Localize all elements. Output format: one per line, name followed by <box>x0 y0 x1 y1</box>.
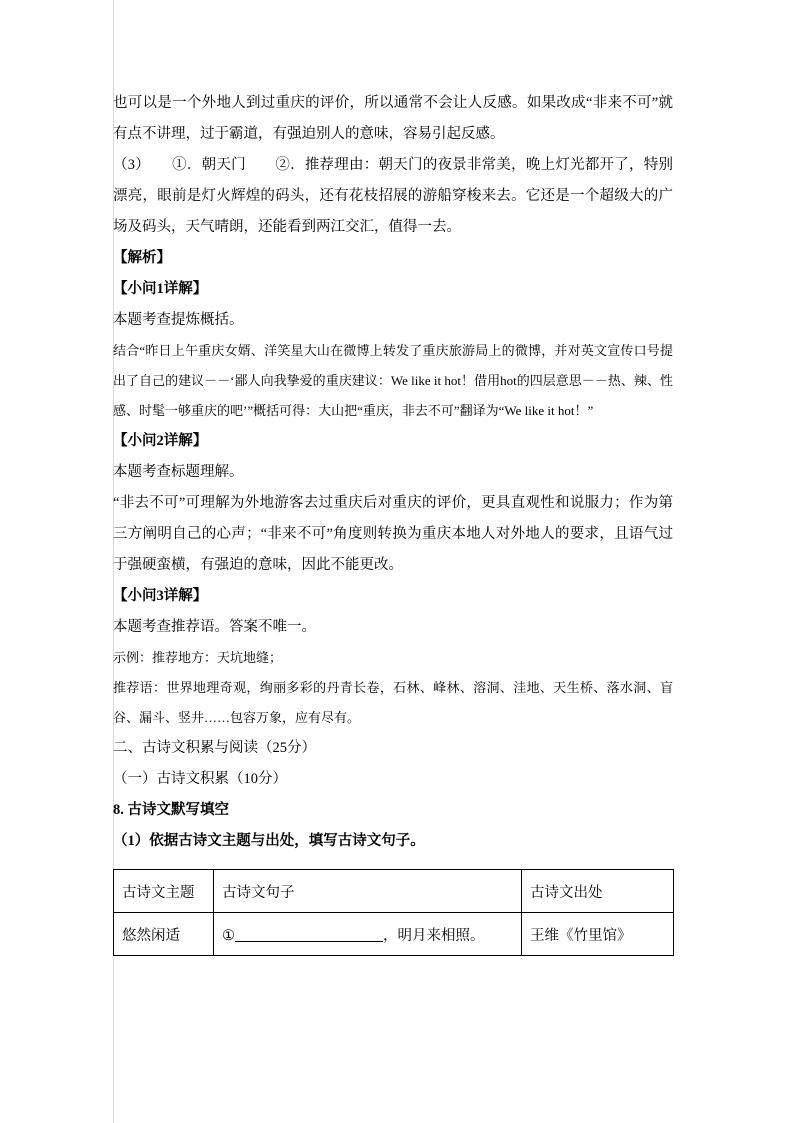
paragraph-example-place: 示例：推荐地方：天坑地缝； <box>113 650 283 665</box>
paragraph-subquestion-2-intro: 本题考查标题理解。 <box>113 464 244 480</box>
paragraph-subquestion-1-detail: 结合“昨日上午重庆女婿、洋笑星大山在微博上转发了重庆旅游局上的微博，并对英文宣传口号提出了自己的建议－－‘鄙人向我挚爱的重庆建议：We like it hot！借用hot的四层意思－－热、辣、性感、时髦一够重庆的吧’”概括可得：大山把“重庆，非去不可”翻译为“We like it hot！” <box>113 343 673 418</box>
paragraph-answer-2-continued: 也可以是一个外地人到过重庆的评价，所以通常不会让人反感。如果改成“非来不可”就有点不讲理，过于霸道，有强迫别人的意味，容易引起反感。 <box>113 95 673 142</box>
heading-subquestion-2: 【小问2详解】 <box>113 433 208 449</box>
table-header-source: 古诗文出处 <box>522 870 674 913</box>
heading-section-two: 二、古诗文积累与阅读（25分） <box>113 740 316 756</box>
paragraph-example-recommendation: 推荐语：世界地理奇观，绚丽多彩的丹青长卷，石林、峰林、溶洞、洼地、天生桥、落水洞、盲谷、漏斗、竖井……包容万象，应有尽有。 <box>113 680 673 725</box>
document-body <box>113 88 673 956</box>
paragraph-subquestion-3-intro: 本题考查推荐语。答案不唯一。 <box>113 619 316 635</box>
heading-analysis: 【解析】 <box>113 250 171 266</box>
paragraph-subquestion-1-intro: 本题考查提炼概括。 <box>113 312 244 328</box>
answer-blank-field[interactable] <box>235 941 383 942</box>
paragraph-answer-3: （3） ①．朝天门 ②．推荐理由：朝天门的夜景非常美，晚上灯光都开了，特别漂亮，眼前是灯火辉煌的码头，还有花枝招展的游船穿梭来去。它还是一个超级大的广场及码头，天气晴朗，还能看到两江交汇，值得一去。 <box>113 157 673 235</box>
paragraph-subquestion-2-detail: “非去不可”可理解为外地游客去过重庆后对重庆的评价，更具直观性和说服力；作为第三方阐明自己的心声；“非来不可”角度则转换为重庆本地人对外地人的要求，且语气过于强硬蛮横，有强迫的意味，因此不能更改。 <box>113 495 673 573</box>
heading-subquestion-3: 【小问3详解】 <box>113 588 208 604</box>
table-cell-sentence-suffix: ，明月来相照。 <box>383 927 485 944</box>
table-header-theme: 古诗文主题 <box>114 870 214 913</box>
table-cell-source: 王维《竹里馆》 <box>522 913 674 956</box>
heading-section-two-part-one: （一）古诗文积累（10分） <box>113 771 287 787</box>
paragraph-question-8-1: （1）依据古诗文主题与出处，填写古诗文句子。 <box>113 833 425 849</box>
heading-question-8: 8. 古诗文默写填空 <box>113 802 229 818</box>
table-row <box>114 913 674 956</box>
table-cell-theme: 悠然闲适 <box>114 913 214 956</box>
table-cell-sentence <box>214 913 522 956</box>
answer-number-label: ① <box>222 927 235 944</box>
table-header-sentence: 古诗文句子 <box>214 870 522 913</box>
poetry-fill-in-table <box>113 869 674 956</box>
table-header-row <box>114 870 674 913</box>
heading-subquestion-1: 【小问1详解】 <box>113 281 208 297</box>
